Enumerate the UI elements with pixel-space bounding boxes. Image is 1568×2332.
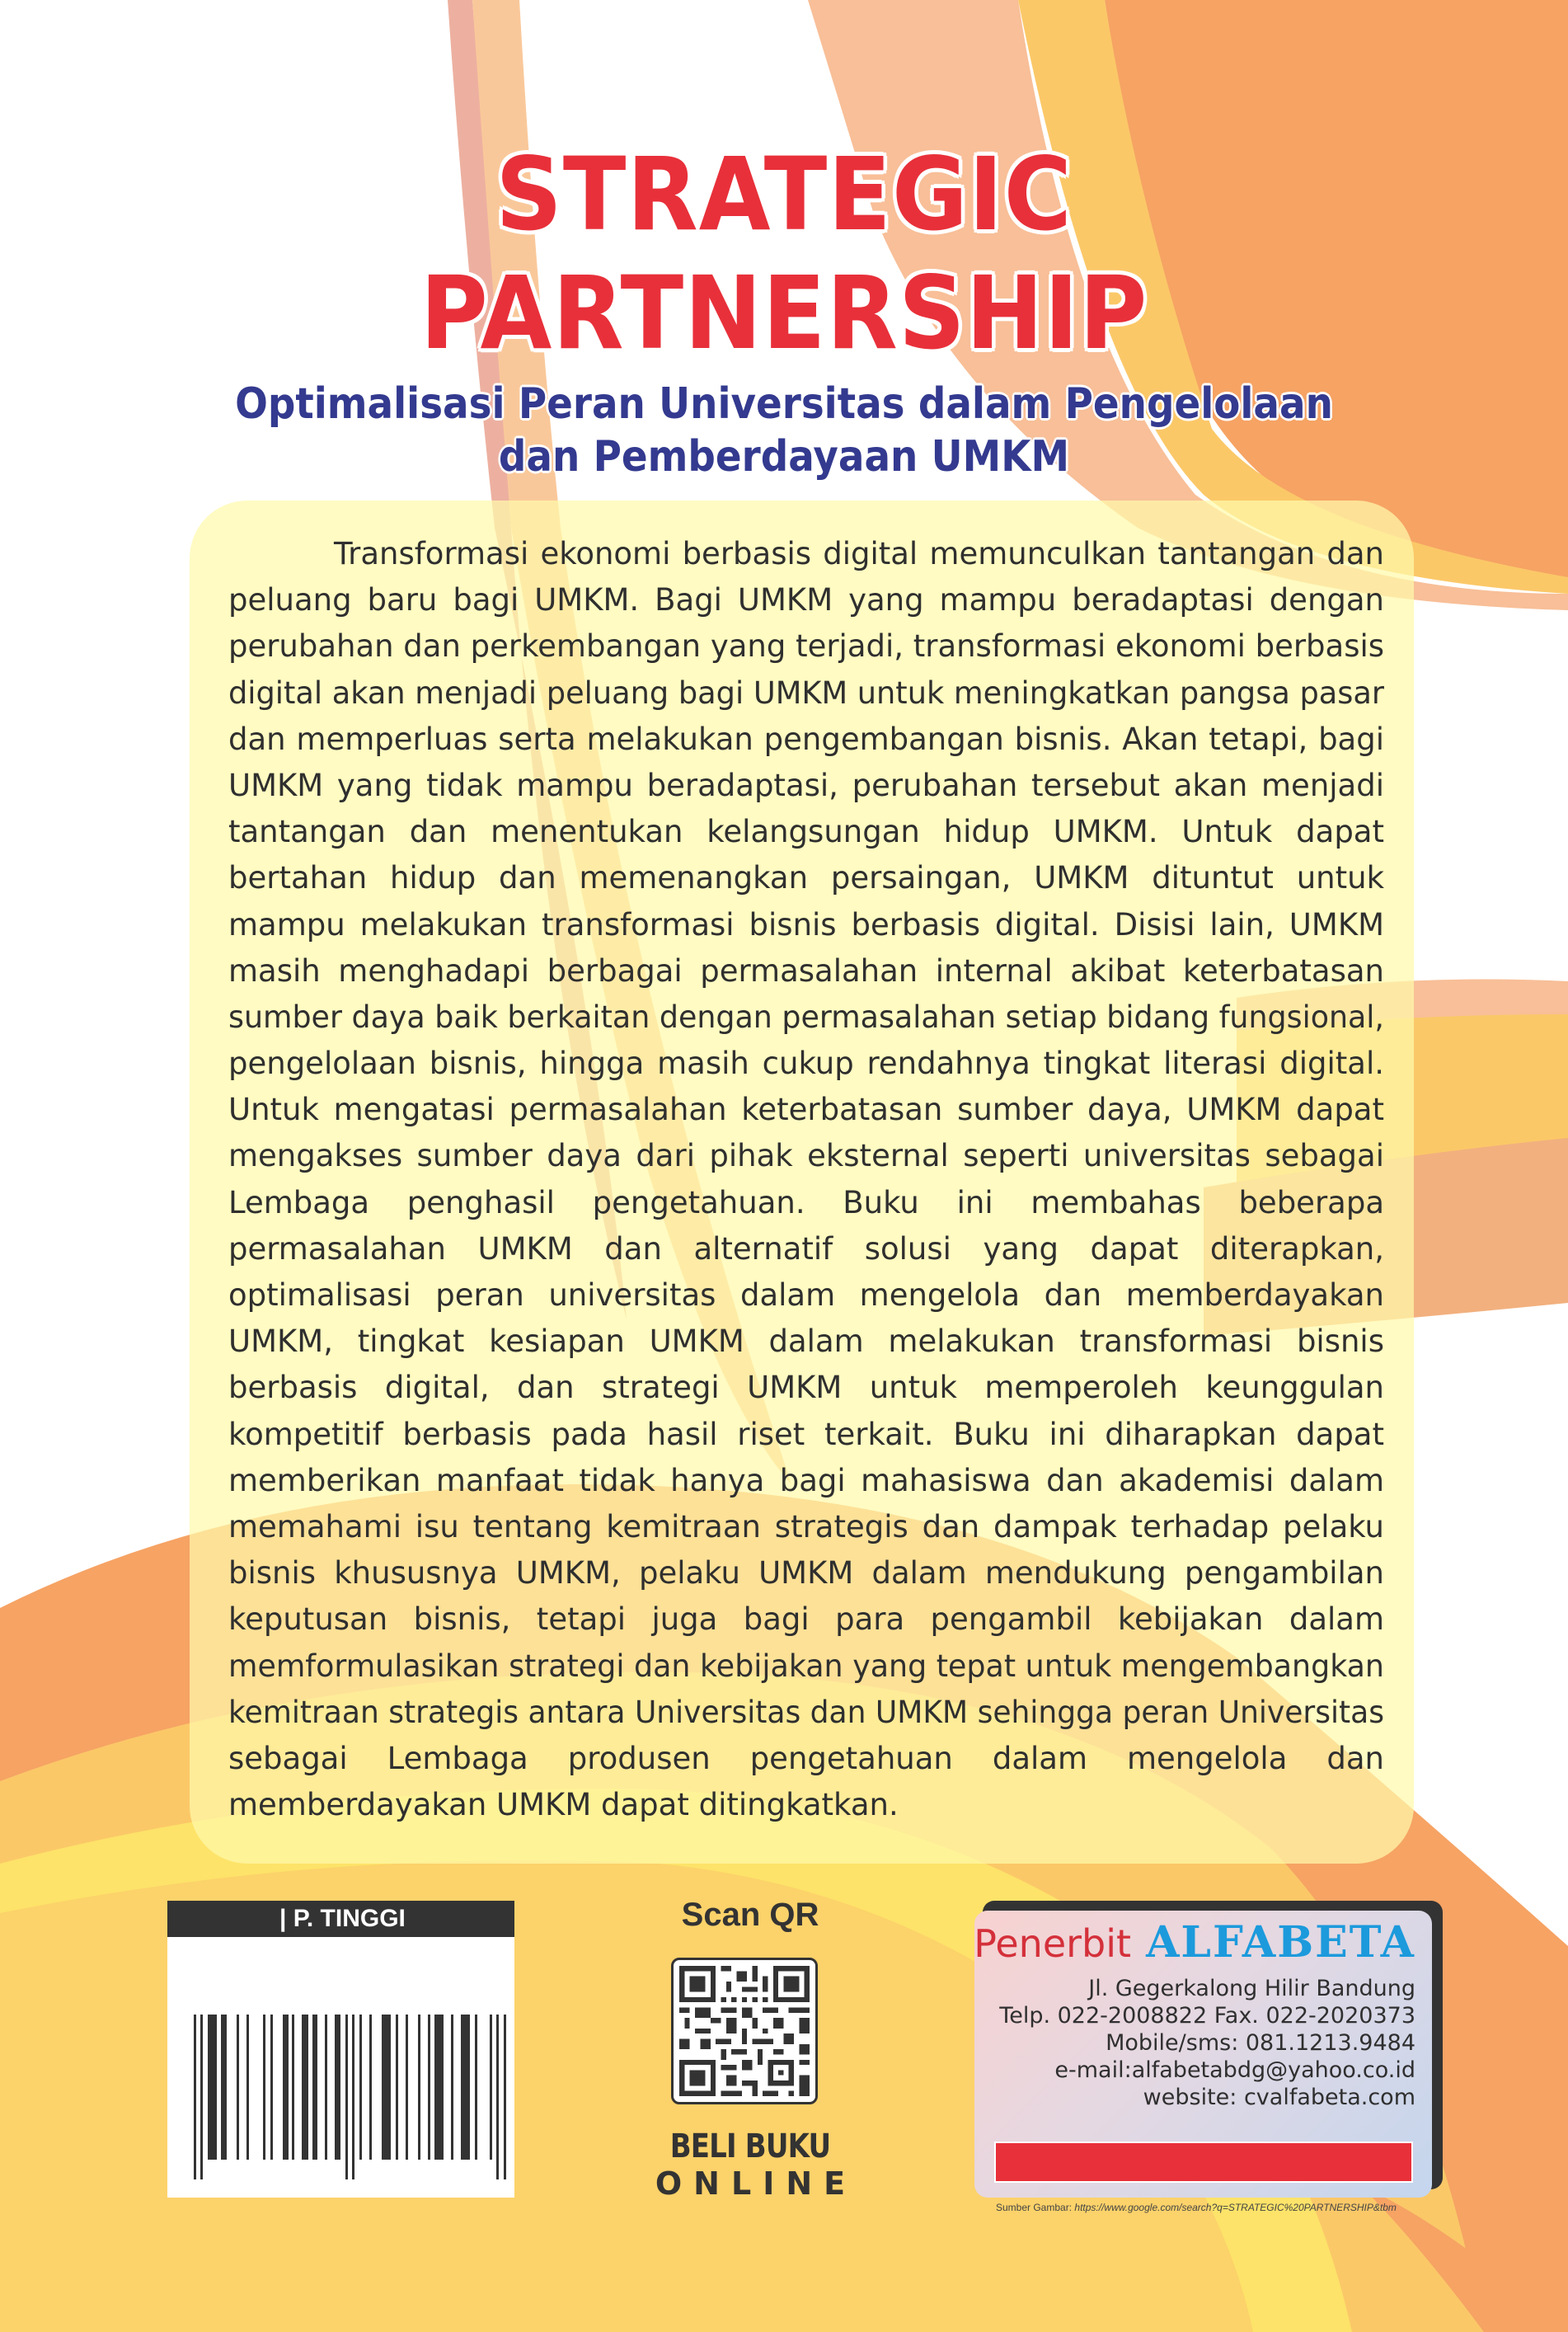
synopsis-line: bisnis khususnya UMKM, pelaku UMKM dalam mendukung pengambilan: [228, 1555, 1384, 1591]
publisher-prefix: Penerbit: [974, 1921, 1132, 1966]
synopsis-line: Untuk mengatasi permasalahan keterbatasan sumber daya, UMKM dapat: [228, 1092, 1384, 1128]
synopsis-line: kompetitif berbasis pada hasil riset terkait. Buku ini diharapkan dapat: [228, 1416, 1384, 1452]
source-label: Sumber Gambar:: [996, 2202, 1073, 2213]
buy-online-label: [643, 2127, 857, 2202]
barcode-box: [167, 1901, 514, 2198]
publisher-heading: [974, 1917, 1415, 1968]
source-url[interactable]: https://www.google.com/search?q=STRATEGIC%20PARTNERSHIP&tbm: [1074, 2202, 1397, 2213]
image-source-credit: [996, 2202, 1397, 2213]
synopsis-text: [228, 531, 1384, 1828]
synopsis-line: keputusan bisnis, tetapi juga bagi para pengambil kebijakan dalam: [228, 1601, 1384, 1638]
synopsis-line: mampu melakukan transformasi bisnis berbasis digital. Disisi lain, UMKM: [228, 906, 1384, 943]
publisher-red-bar: [994, 2142, 1413, 2183]
synopsis-line: optimalisasi peran universitas dalam mengelola dan memberdayakan: [228, 1277, 1384, 1313]
buy-line-1: BELI BUKU: [669, 2127, 831, 2165]
subtitle-line-2: dan Pemberdayaan UMKM: [498, 432, 1070, 482]
publisher-phone: Telp. 022-2008822 Fax. 022-2020373: [999, 2003, 1415, 2029]
publisher-address: Jl. Gegerkalong Hilir Bandung: [1088, 1976, 1415, 2001]
synopsis-line: sumber daya baik berkaitan dengan permasalahan setiap bidang fungsional,: [228, 999, 1384, 1035]
synopsis-line: sebagai Lembaga produsen pengetahuan dalam mengelola dan: [228, 1740, 1384, 1776]
synopsis-line: mengakses sumber daya dari pihak eksternal seperti universitas sebagai: [228, 1138, 1384, 1174]
synopsis-line: memberikan manfaat tidak hanya bagi mahasiswa dan akademisi dalam: [228, 1462, 1384, 1498]
buy-line-2: ONLINE: [655, 2165, 857, 2202]
synopsis-line: peluang baru bagi UMKM. Bagi UMKM yang mampu beradaptasi dengan: [228, 582, 1384, 618]
publisher-contact: [999, 1975, 1415, 2111]
synopsis-line: Lembaga penghasil pengetahuan. Buku ini membahas beberapa: [228, 1184, 1384, 1220]
synopsis-line: UMKM yang tidak mampu beradaptasi, perubahan tersebut akan menjadi: [228, 767, 1384, 803]
publisher-logo: ALFABETA: [1146, 1917, 1415, 1968]
synopsis-line: Transformasi ekonomi berbasis digital memunculkan tantangan dan: [334, 536, 1384, 571]
qr-code[interactable]: [671, 1958, 818, 2104]
barcode-icon: [194, 2015, 507, 2179]
synopsis-line: berbasis digital, dan strategi UMKM untuk memperoleh keunggulan: [228, 1370, 1384, 1406]
title-line-1: STRATEGIC: [495, 136, 1073, 253]
synopsis-line: digital akan menjadi peluang bagi UMKM untuk meningkatkan pangsa pasar: [228, 675, 1384, 711]
synopsis-line: memberdayakan UMKM dapat ditingkatkan.: [228, 1787, 899, 1823]
scan-qr-label: Scan QR: [681, 1897, 819, 1933]
synopsis-line: UMKM, tingkat kesiapan UMKM dalam melakukan transformasi bisnis: [228, 1324, 1384, 1360]
synopsis-line: tantangan dan menentukan kelangsungan hidup UMKM. Untuk dapat: [228, 814, 1384, 850]
subtitle-line-1: Optimalisasi Peran Universitas dalam Pengelolaan: [235, 379, 1333, 429]
qr-code-icon: [679, 1966, 810, 2096]
synopsis-line: pengelolaan bisnis, hingga masih cukup rendahnya tingkat literasi digital.: [228, 1046, 1384, 1082]
publisher-email[interactable]: e-mail:alfabetabdg@yahoo.co.id: [1054, 2057, 1415, 2083]
synopsis-line: dan memperluas serta melakukan pengembangan bisnis. Akan tetapi, bagi: [228, 721, 1384, 757]
synopsis-line: permasalahan UMKM dan alternatif solusi yang dapat diterapkan,: [228, 1230, 1384, 1267]
publisher-card-body: [974, 1911, 1432, 2198]
synopsis-line: memahami isu tentang kemitraan strategis dan dampak terhadap pelaku: [228, 1508, 1384, 1544]
title-line-2: PARTNERSHIP: [420, 255, 1148, 372]
publisher-website[interactable]: website: cvalfabeta.com: [1143, 2085, 1415, 2110]
synopsis-line: memformulasikan strategi dan kebijakan yang tepat untuk mengembangkan: [228, 1648, 1384, 1684]
synopsis-line: perubahan dan perkembangan yang terjadi, transformasi ekonomi berbasis: [228, 628, 1384, 665]
synopsis-line: kemitraan strategis antara Universitas dan UMKM sehingga peran Universitas: [228, 1694, 1384, 1730]
publisher-mobile: Mobile/sms: 081.1213.9484: [1106, 2030, 1415, 2056]
synopsis-line: masih menghadapi berbagai permasalahan internal akibat keterbatasan: [228, 952, 1384, 989]
publisher-card: [974, 1901, 1443, 2198]
barcode-header: | P. TINGGI: [167, 1901, 514, 1937]
synopsis-line: bertahan hidup dan memenangkan persaingan, UMKM dituntut untuk: [228, 860, 1384, 896]
